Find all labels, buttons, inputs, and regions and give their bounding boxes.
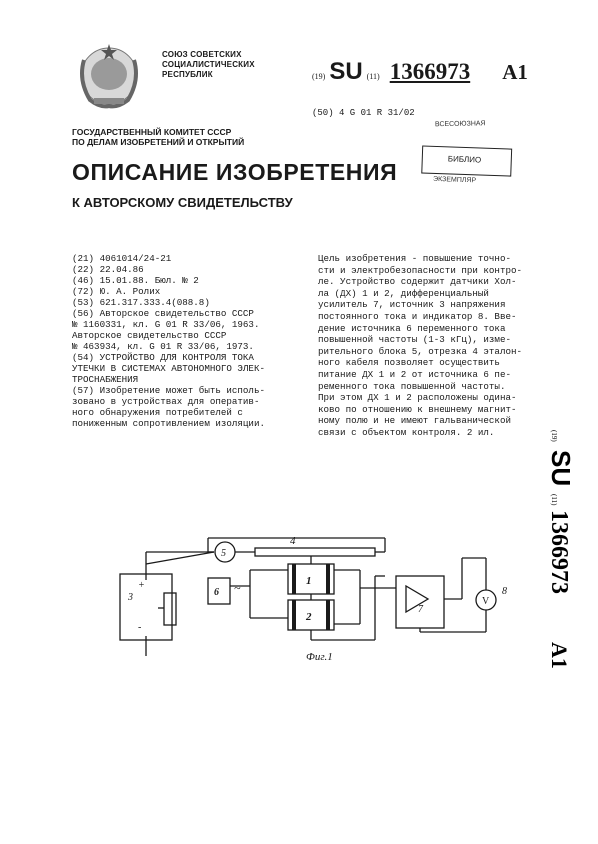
stamp-line-3: ЭКЗЕМПЛЯР [432, 175, 477, 185]
abstract-line: связи с объектом контроля. 2 ил. [318, 426, 495, 438]
invention-title-line: ТРОСНАБЖЕНИЯ [72, 374, 139, 385]
abstract-line: сти и электробезопасности при контро- [318, 264, 522, 276]
org-line-3: РЕСПУБЛИК [162, 70, 213, 79]
label-2: 2 [306, 611, 312, 623]
biblio-line: (53) 621.317.333.4(088.8) [72, 297, 210, 308]
abstract-line: ного кабеля позволяет осуществить [318, 357, 500, 369]
abstract-line: ному полю и не имеют гальванической [318, 415, 511, 427]
amplifier-7 [396, 576, 444, 628]
label-8: 8 [502, 586, 507, 597]
side-identifier [538, 430, 578, 730]
potentiometer [164, 593, 176, 625]
country-code: SU [329, 58, 363, 85]
abstract-line: Цель изобретения - повышение точно- [318, 253, 511, 264]
invention-title-line: (54) УСТРОЙСТВО ДЛЯ КОНТРОЛЯ ТОКА [72, 352, 254, 363]
document-subtitle: К АВТОРСКОМУ СВИДЕТЕЛЬСТВУ [72, 195, 293, 210]
ipc-class: (50) 4 G 01 R 31/02 [312, 108, 415, 118]
label-v: V [482, 596, 490, 607]
committee-line-1: ГОСУДАРСТВЕННЫЙ КОМИТЕТ СССР [72, 127, 232, 137]
abstract-line: постоянного тока и индикатор 8. Вве- [318, 310, 517, 322]
source-6 [208, 578, 230, 604]
invention-title-line: УТЕЧКИ В СИСТЕМАХ АВТОНОМНОГО ЭЛЕК- [72, 363, 265, 374]
side-tag-11: (11) [550, 494, 558, 506]
label-5: 5 [221, 548, 226, 559]
org-line-1: СОЮЗ СОВЕТСКИХ [162, 50, 242, 59]
abstract-line: рительного блока 5, отрезка 4 эталон- [318, 345, 522, 357]
ussr-emblem [70, 40, 148, 110]
stamp-line-2: БИБЛИО [447, 154, 482, 165]
label-4: 4 [290, 535, 296, 547]
biblio-line: (56) Авторское свидетельство СССР [72, 308, 254, 319]
abstract-line: питание ДХ 1 и 2 от источника 6 пе- [318, 368, 511, 380]
abstract-line: ла (ДХ) 1 и 2, дифференциальный [318, 287, 489, 299]
side-kind: A1 [547, 642, 572, 669]
doc-kind: A1 [502, 60, 528, 84]
cable-segment-4 [255, 548, 375, 556]
biblio-line: пониженным сопротивлением изоляции. [72, 418, 265, 429]
biblio-line: Авторское свидетельство СССР [72, 330, 227, 341]
abstract-line: повышенной частоты (1-3 кГц), изме- [318, 334, 511, 346]
label-3: 3 [128, 592, 133, 603]
committee-line-2: ПО ДЕЛАМ ИЗОБРЕТЕНИЙ И ОТКРЫТИЙ [72, 137, 245, 147]
biblio-line: (22) 22.04.86 [72, 264, 144, 275]
tag-19: (19) [312, 72, 326, 81]
abstract-line: ле. Устройство содержит датчики Хол- [318, 276, 517, 288]
biblio-line: (21) 4061014/24-21 [72, 253, 172, 264]
stamp-line-1: ВСЕСОЮЗНАЯ [434, 120, 486, 129]
library-stamp [411, 115, 521, 191]
tag-11: (11) [366, 72, 380, 81]
abstract-line: При этом ДХ 1 и 2 расположены одина- [318, 392, 517, 404]
amplifier-symbol [406, 586, 428, 612]
abstract-line: дение источника 6 переменного тока [318, 322, 506, 334]
abstract-line: ково по отношению к внешнему магнит- [318, 403, 517, 415]
biblio-line: ного обнаружения потребителей с [72, 407, 243, 418]
label-minus: - [138, 622, 142, 633]
label-7: 7 [418, 604, 423, 615]
label-tilde: ~ [234, 581, 241, 595]
biblio-line: (46) 15.01.88. Бюл. № 2 [72, 275, 199, 286]
side-country: SU [546, 450, 576, 487]
biblio-line: (72) Ю. А. Ролих [72, 286, 161, 297]
biblio-line: зовано в устройствах для оператив- [72, 396, 260, 407]
abstract [318, 253, 544, 439]
patent-number: 1366973 [389, 59, 471, 84]
side-tag-19: (19) [550, 430, 558, 442]
patent-number-row [312, 58, 528, 86]
label-6: 6 [214, 587, 219, 598]
biblio-line: № 463934, кл. G 01 R 33/06, 1973. [72, 341, 254, 352]
abstract-line: ременного тока повышенной частоты. [318, 380, 506, 392]
label-1: 1 [306, 575, 312, 587]
label-plus: + [138, 580, 145, 591]
org-line-2: СОЦИАЛИСТИЧЕСКИХ [162, 60, 255, 69]
bibliographic-data [72, 253, 310, 429]
circuit-figure [110, 528, 520, 678]
figure-caption: Фиг.1 [306, 651, 333, 663]
document-title: ОПИСАНИЕ ИЗОБРЕТЕНИЯ [72, 159, 398, 185]
abstract-line: усилитель 7, источник 3 напряжения [318, 299, 506, 311]
biblio-line: № 1160331, кл. G 01 R 33/06, 1963. [72, 319, 260, 330]
biblio-line: (57) Изобретение может быть исполь- [72, 385, 265, 396]
side-number: 1366973 [546, 510, 572, 594]
